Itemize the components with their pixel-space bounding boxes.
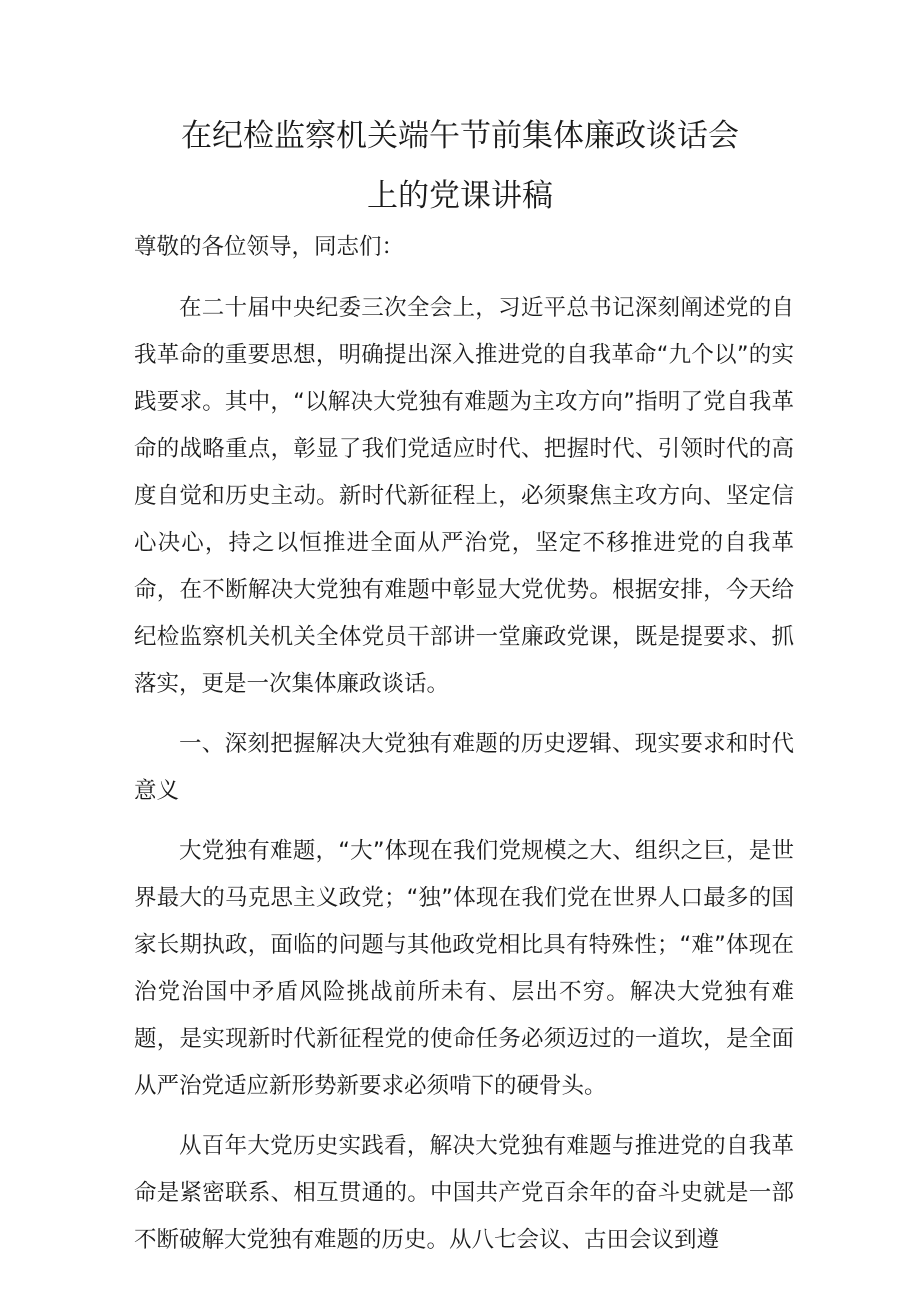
- document-body: [134, 224, 794, 1277]
- section-heading-1: 一、深刻把握解决大党独有难题的历史逻辑、现实要求和时代意义: [134, 731, 794, 804]
- title-line-1: 在纪检监察机关端午节前集体廉政谈话会: [181, 118, 739, 154]
- title-line-2: 上的党课讲稿: [367, 178, 553, 214]
- paragraph-3: 从百年大党历史实践看，解决大党独有难题与推进党的自我革命是紧密联系、相互贯通的。中国共产党百余年的奋斗史就是一部不断破解大党独有难题的历史。从八七会议、古田会议到遵: [134, 1133, 794, 1253]
- document-title: [130, 106, 790, 226]
- salutation: 尊敬的各位领导，同志们：: [134, 234, 405, 260]
- paragraph-2: 大党独有难题，“大”体现在我们党规模之大、组织之巨，是世界最大的马克思主义政党；“独”体现在我们党在世界人口最多的国家长期执政，面临的问题与其他政党相比具有特殊性；“难”体现在治党治国中矛盾风险挑战前所未有、层出不穷。解决大党独有难题，是实现新时代新征程党的使命任务必须迈过的一道坎，是全面从严治党适应新形势新要求必须啃下的硬骨头。: [134, 838, 794, 1099]
- paragraph-1: 在二十届中央纪委三次全会上，习近平总书记深刻阐述党的自我革命的重要思想，明确提出深入推进党的自我革命“九个以”的实践要求。其中，“以解决大党独有难题为主攻方向”指明了党自我革命的战略重点，彰显了我们党适应时代、把握时代、引领时代的高度自觉和历史主动。新时代新征程上，必须聚焦主攻方向、坚定信心决心，持之以恒推进全面从严治党，坚定不移推进党的自我革命，在不断解决大党独有难题中彰显大党优势。根据安排，今天给纪检监察机关机关全体党员干部讲一堂廉政党课，既是提要求、抓落实，更是一次集体廉政谈话。: [134, 295, 794, 697]
